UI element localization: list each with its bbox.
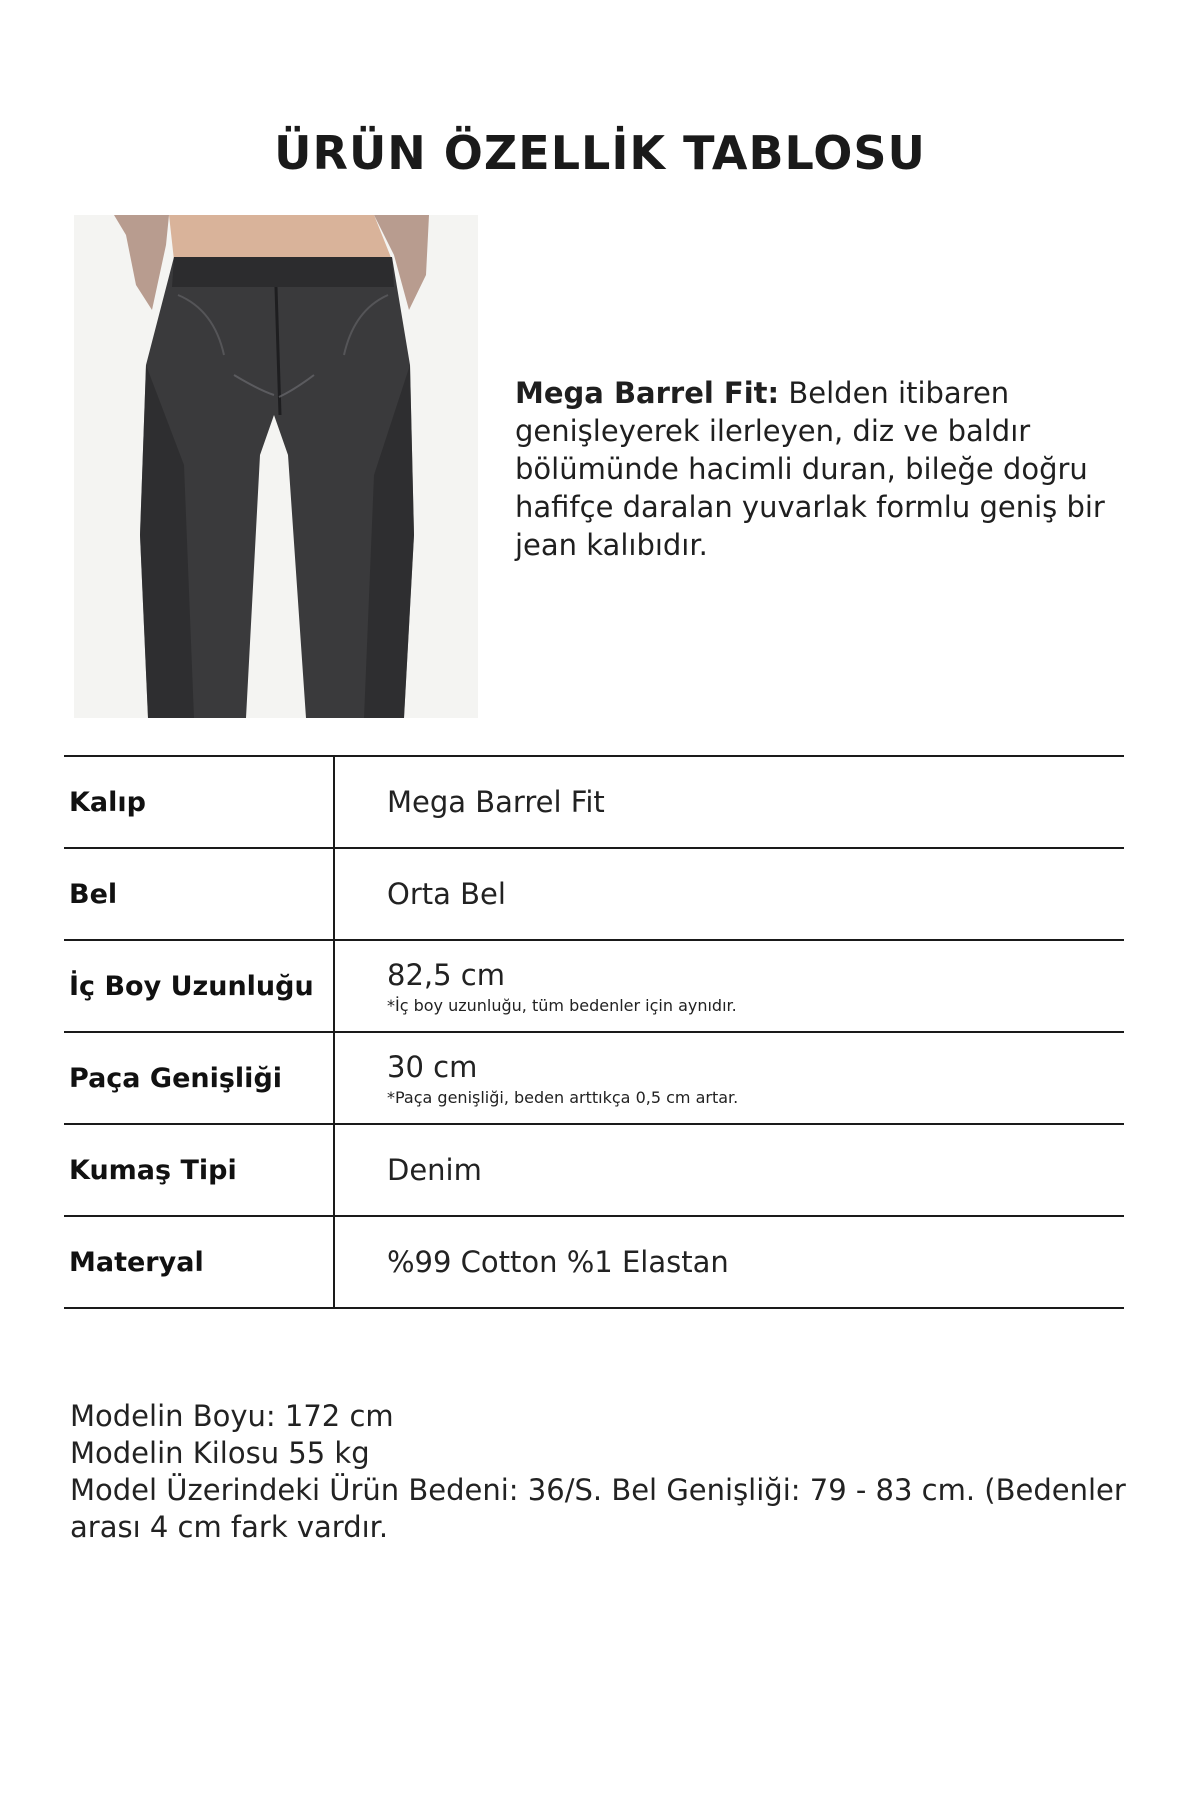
- table-row: [64, 1216, 1124, 1308]
- spec-label: Paça Genişliği: [64, 1032, 334, 1124]
- fit-text: Belden itibaren genişleyerek ilerleyen, diz ve baldır bölümünde hacimli duran, bileğe doğru hafifçe daralan yuvarlak formlu geniş bir jean kalıbıdır.: [515, 376, 1105, 562]
- spec-value: 30 cm: [387, 1049, 478, 1084]
- fit-term: Mega Barrel Fit:: [515, 376, 780, 410]
- table-row: [64, 848, 1124, 940]
- spec-note: *İç boy uzunluğu, tüm bedenler için aynıdır.: [387, 995, 737, 1015]
- table-row: [64, 940, 1124, 1032]
- spec-value-cell: [334, 848, 1124, 940]
- spec-value: Orta Bel: [387, 877, 506, 911]
- spec-note: *Paça genişliği, beden arttıkça 0,5 cm artar.: [387, 1087, 739, 1107]
- spec-table: [64, 755, 1124, 1309]
- spec-value: Mega Barrel Fit: [387, 785, 605, 819]
- spec-value: Denim: [387, 1153, 482, 1187]
- model-size: Model Üzerindeki Ürün Bedeni: 36/S. Bel Genişliği: 79 - 83 cm. (Bedenler arası 4 cm fark vardır.: [70, 1473, 1126, 1544]
- table-row: [64, 1032, 1124, 1124]
- model-weight: Modelin Kilosu 55 kg: [70, 1436, 370, 1470]
- page-title: ÜRÜN ÖZELLİK TABLOSU: [274, 126, 926, 180]
- spec-value-cell: [334, 940, 1124, 1032]
- spec-value-cell: [334, 1216, 1124, 1308]
- table-row: [64, 756, 1124, 848]
- spec-value-cell: [334, 1124, 1124, 1216]
- jeans-illustration: [74, 215, 478, 718]
- spec-label: Kumaş Tipi: [64, 1124, 334, 1216]
- model-height: Modelin Boyu: 172 cm: [70, 1399, 394, 1433]
- spec-value: %99 Cotton %1 Elastan: [387, 1245, 729, 1279]
- table-row: [64, 1124, 1124, 1216]
- spec-value: 82,5 cm: [387, 957, 505, 992]
- spec-label: Materyal: [64, 1216, 334, 1308]
- spec-label: Bel: [64, 848, 334, 940]
- spec-label: Kalıp: [64, 756, 334, 848]
- product-photo: [74, 215, 478, 718]
- spec-value-cell: [334, 1032, 1124, 1124]
- model-info: [70, 1398, 1150, 1546]
- fit-description: [515, 374, 1155, 564]
- left-sleeve: [114, 215, 169, 310]
- spec-value-cell: [334, 756, 1124, 848]
- waistband: [172, 257, 394, 287]
- torso-skin: [169, 215, 392, 260]
- spec-label: İç Boy Uzunluğu: [64, 940, 334, 1032]
